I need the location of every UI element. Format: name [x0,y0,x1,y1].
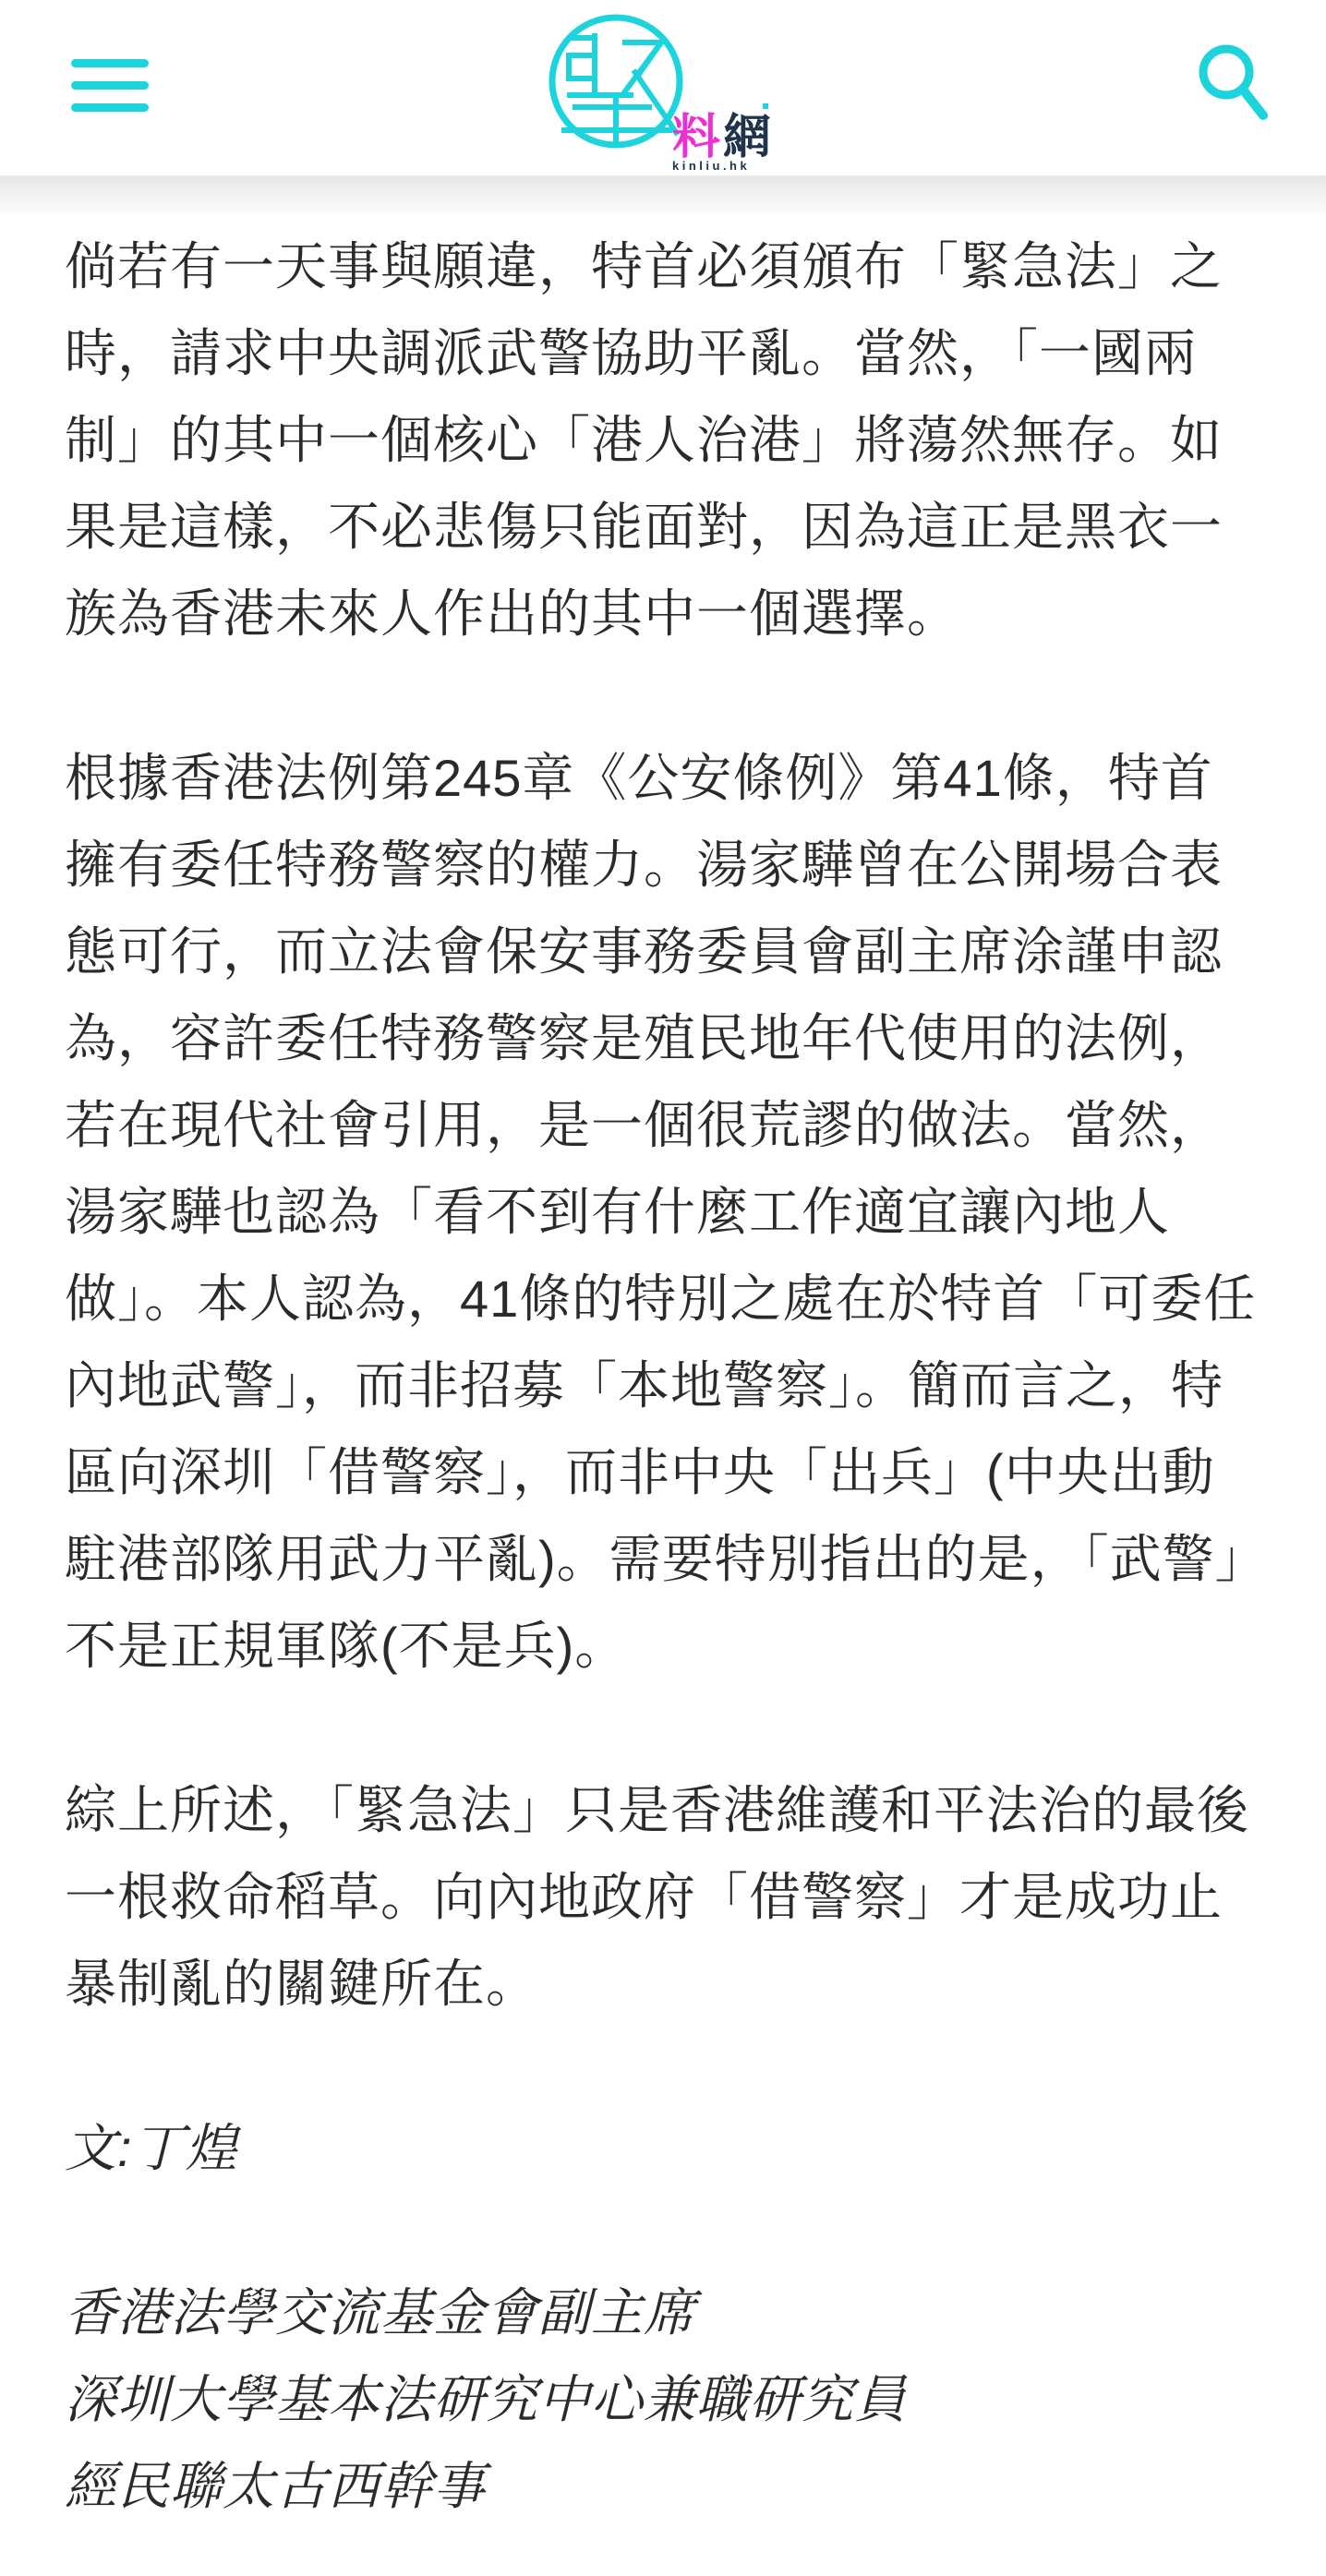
logo-domain-text: kinliu.hk [672,159,751,173]
author-role-1: 香港法學交流基金會副主席 [65,2283,696,2341]
search-button[interactable] [1197,42,1274,127]
article-paragraph-1: 倘若有一天事與願違，特首必須頒布「緊急法」之時，請求中央調派武警協助平亂。當然，「一國兩制」的其中一個核心「港人治港」將蕩然無存。如果是這樣，不必悲傷只能面對，因為這正是黑衣一族為香港未來人作出的其中一個選擇。 [65,237,1223,643]
author-role-3: 經民聯太古西幹事 [65,2457,486,2515]
header-divider [0,175,1326,214]
author-role-2: 深圳大學基本法研究中心兼職研究員 [65,2370,907,2428]
kinliu-logo[interactable] [548,7,778,174]
logo-dot [763,103,768,109]
article-body [0,214,1326,2576]
search-icon [1197,42,1274,127]
article-paragraph-3: 綜上所述，「緊急法」只是香港維護和平法治的最後一根救命稻草。向內地政府「借警察」才是成功止暴制亂的關鍵所在。 [65,1781,1249,2013]
hamburger-icon [71,59,149,67]
logo-emblem-icon [561,33,678,144]
header [0,0,1326,175]
hamburger-icon [71,103,149,112]
menu-button[interactable] [71,59,149,112]
article-paragraph-2: 根據香港法例第245章《公安條例》第41條，特首擁有委任特務警察的權力。湯家驊曾在公開場合表態可行，而立法會保安事務委員會副主席涂謹申認為，容許委任特務警察是殖民地年代使用的法例，若在現代社會引用，是一個很荒謬的做法。當然，湯家驊也認為「看不到有什麼工作適宜讓內地人做」。本人認為，41條的特別之處在於特首「可委任內地武警」，而非招募「本地警察」。簡而言之，特區向深圳「借警察」，而非中央「出兵」(中央出動駐港部隊用武力平亂)。需要特別指出的是，「武警」不是正規軍隊(不是兵)。 [65,749,1257,1675]
logo-char-net: 網 [723,111,772,164]
byline: 文:丁煌 [65,2119,238,2177]
logo-char-liu: 料 [672,111,721,164]
kinliu-logo-icon [548,7,778,174]
hamburger-icon [71,81,149,90]
author-roles [65,2269,1265,2530]
